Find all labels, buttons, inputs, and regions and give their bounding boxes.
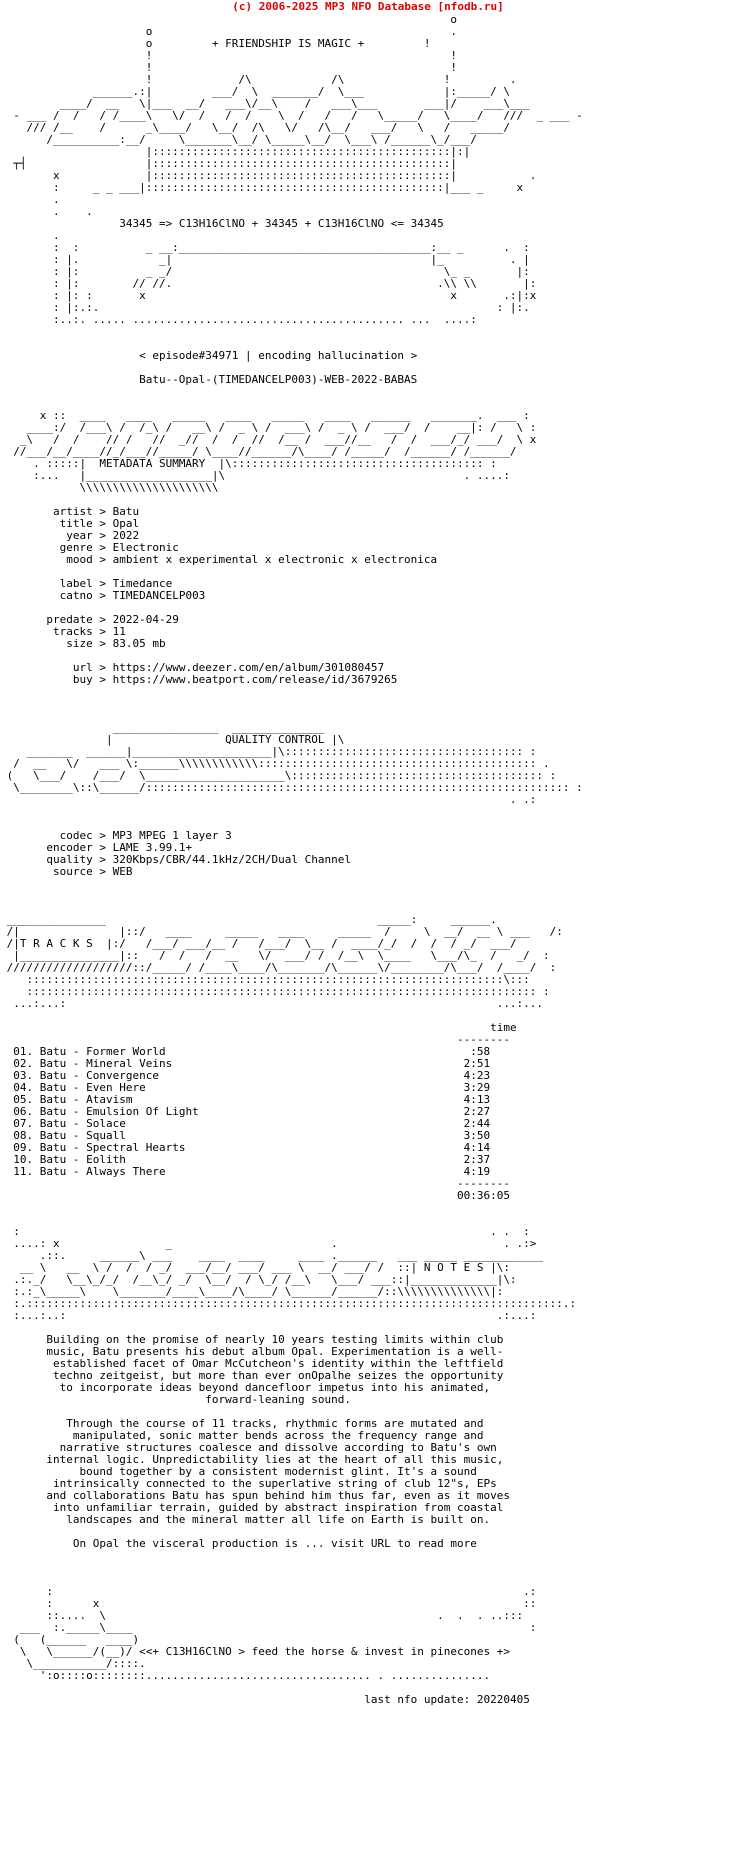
track-time: :58 [470, 1045, 491, 1058]
quality-codec: MP3 MPEG 1 layer 3 [112, 829, 232, 842]
track-num: 11. [13, 1165, 34, 1178]
notes-line: Through the course of 11 tracks, rhythmic forms are mutated and [0, 1417, 484, 1430]
notes-line: techno zeitgeist, but more than ever onOpalhe seizes the opportunity [0, 1369, 504, 1382]
copyright-link[interactable]: (c) 2006-2025 MP3 NFO Database [nfodb.ru] [232, 0, 504, 13]
section-notes: N O T E S [417, 1261, 491, 1274]
track-title: Batu - Squall [39, 1129, 126, 1142]
notes-line: On Opal the visceral production is ... visit URL to read more [0, 1537, 477, 1550]
track-num: 06. [13, 1105, 34, 1118]
meta-catno: TIMEDANCELP003 [112, 589, 206, 602]
meta-size: 83.05 mb [112, 637, 166, 650]
meta-predate: 2022-04-29 [112, 613, 179, 626]
notes-line: into unfamiliar terrain, guided by abstract inspiration from coastal [0, 1501, 504, 1514]
section-tracks: T R A C K S [19, 937, 93, 950]
meta-year: 2022 [112, 529, 140, 542]
meta-title: Opal [112, 517, 140, 530]
quality-encoder: LAME 3.99.1+ [112, 841, 193, 854]
track-time: 4:14 [463, 1141, 491, 1154]
meta-genre: Electronic [112, 541, 179, 554]
quality-source: WEB [112, 865, 133, 878]
track-time: 4:23 [463, 1069, 491, 1082]
track-num: 04. [13, 1081, 34, 1094]
notes-line: forward-leaning sound. [0, 1393, 351, 1406]
time-header: time [490, 1021, 517, 1034]
notes-line: narrative structures coalesce and dissolve according to Batu's own [0, 1441, 497, 1454]
track-title: Batu - Eolith [39, 1153, 126, 1166]
meta-artist: Batu [112, 505, 140, 518]
cursor-glyph: ┬┤ [13, 157, 27, 170]
track-title: Batu - Even Here [39, 1081, 146, 1094]
track-title: Batu - Former World [39, 1045, 166, 1058]
meta-mood: ambient x experimental x electronic x electronica [112, 553, 438, 566]
track-time: 2:51 [463, 1057, 491, 1070]
track-time: 2:44 [463, 1117, 491, 1130]
track-num: 02. [13, 1057, 34, 1070]
notes-line: Building on the promise of nearly 10 years testing limits within club [0, 1333, 504, 1346]
track-time: 2:37 [463, 1153, 491, 1166]
track-title: Batu - Convergence [39, 1069, 159, 1082]
formula: 34345 => C13H16ClNO + 34345 + C13H16ClNO <= 34345 [119, 217, 444, 230]
last-update: last nfo update: 20220405 [364, 1693, 530, 1706]
track-num: 10. [13, 1153, 34, 1166]
track-num: 07. [13, 1117, 34, 1130]
track-time: 3:50 [463, 1129, 491, 1142]
release-name: Batu--Opal-(TIMEDANCELP003)-WEB-2022-BABAS [0, 373, 418, 386]
nfo-text: o o . o + FRIENDSHIP IS MAGIC + ! ! ! ! ! ! /\ /\ ! . ______.:| ___/ \ _______/ \___ |:_____/ \ ____/ __ \|___ __/ ___\/__\ / ___\___ ___|/ ___\___ - ___ / / / /____\ \/ / / / \ / / / \_____/ \____/ /// _ ___ - /// /__ / _\____/ \__/ /\ \/ /\__/ ___/ \ / _____/ /__________:__/ \_______\__/ \_____\__/ \___\ /______\_/___/ |:::::::::::::::::::::::::::::::::::::::::::::|:| ┬┤ |:::::::::::::::::::::::::::::::::::::::::::::| x |:::::::::::::::::::::::::::::::::::::::::::::| . : _ _ ___|:::::::::::::::::::::::::::::::::::::::::::::|___ _ x . . . 34345 => C13H16ClNO + 34345 + C13H16ClNO <= 34345 . : : _ __:______________________________________:__ _ . : : |. _| |_ . | : |: _ _/ \_ _ |: : |: // //. .\\ \\ |: : |: : x x .:|:x : |:.:. : |:. :..:. ..... ......................................... ... ....: < episode#34971 | encoding hallucination > Batu--Opal-(TIMEDANCELP003)-WEB-2022-BABAS x :: ____ ____ _____ ____ _____ ____ ______ _______. ___ : ____:/ /___\ / /_\ / __\ / _ \ / ___\ / _ \ / ___/ / __|: / \ : _\ / / // / // _// / / // /__ / ___//__ / / ___/_/ ___/ \ x //___/__/____//_/___//_____/ \____//______/\____/ /_____/ /______/ /______/ . :::::| METADATA SUMMARY |\:::::::::::::::::::::::::::::::::::::: : :... |___________________|\ . ....: \\\\\\\\\\\\\\\\\\\\\ artist > Batu title > Opal year > 2022 genre > Electronic mood > ambient x experimental x electronic x electronica label > Timedance catno > TIMEDANCELP003 predate > 2022-04-29 tracks > 11 size > 83.05 mb url > https://www.deezer.com/en/album/301080457 buy > https://www.beatport.com/release/id/3679265 ________________ ______________ | QUALITY CONTROL |\ _______ ______|_____________________|\:::::::::::::::::::::::::::::::::::: : / __ \/ ___ \:______\\\\\\\\\\\\:::::::::::::::::::::::::::::::::::::::::: . ( \___/ /___/ \_____________________\:::::::::::::::::::::::::::::::::::::: : \________\::\______/:::::::::::::::::::::::::::::::::::::::::::::::::::::::::::::::: : . .: codec > MP3 MPEG 1 layer 3 encoder > LAME 3.99.1+ quality > 320Kbps/CBR/44.1kHz/2CH/Dual Channel source > WEB _______________ _____: ______. /| |::/ ____ _____ ____ _____ / \ __/ __ \ ___ /: /|T R A C K S |:/ /___/ ___/__ / /___/ \__ / ____/_/ / / / _/ ___/ |_______________|:: / / / __ \/ ___/ / /__\ \____ \___/\_ / _/ : ///////////////////::/_____/ /____\____/\_______/\______\/________/\___/ /____/ : ::::::::::::::::::::::::::::::::::::::::::::::::::::::::::::::::::::::::\::: ::::::::::::::::::::::::::::::::::::::::::::::::::::::::::::::::::::::::::::: : ...:...: ...:... time -------- 01. Batu - Former World :58 02. Batu - Mineral Veins 2:51 03. Batu - Convergence 4:23 04. Batu - Even Here 3:29 05. Batu - Atavism 4:13 06. Batu - Emulsion Of Light 2:27 07. Batu - Solace 2:44 08. Batu - Squall 3:50 09. Batu - Spectral Hearts 4:14 10. Batu - Eolith 2:37 11. Batu - Always There 4:19 -------- 00:36:05 : . . : ....: x _ . . .:> .::. ______\ ___ ____ ____ ____ .______ ___ _____ ____________ __ \ __ \ / / / _/ ___/__/ ___/ ___ \ __/ ___/ / ::| N O T E S |\: .:._/ \__\_/_/ /__\_/ _/ \__/ / \_/ /__\ \___/ ___::|_____________|\: :.:_\_____\ \_______/____\____/\____/ \______/______/::\\\\\\\\\\\\\\|: :.:::::::::::::::::::::::::::::::::::::::::::::::::::::::::::::::::::::::::::::::::.: :...:..: .:...: Building on the promise of nearly 10 years testing limits within club music, Batu presents his debut album Opal. Experimentation is a well- established facet of Omar McCutcheon's identity within the leftfield techno zeitgeist, but more than ever onOpalhe seizes the opportunity to incorporate ideas beyond dancefloor impetus into his animated, forward-leaning sound. Through the course of 11 tracks, rhythmic forms are mutated and manipulated, sonic matter bends across the frequency range and narrative structures coalesce and dissolve according to Batu's own internal logic. Unpredictability lies at the heart of all this music, bound together by a consistent modernist glint. It's a sound intrinsically connected to the superlative string of club 12"s, EPs and collaborations Batu has spun behind him thus far, even as it moves into unfamiliar terrain, guided by abstract inspiration from coastal landscapes and the mineral matter all life on Earth is built on. On Opal the visceral production is ... visit URL to read more : .: : x :: ::.... \ . . . ..::: ___ :._____\____ : ( (______ ____) \ \______/(__)/ <<+ C13H16ClNO > feed the horse & invest in pinecones +> \___________/::::. ':o::::o::::::::.................................. . ............... last nfo update: 20220405 [0, 13, 583, 1706]
meta-label: Timedance [112, 577, 173, 590]
meta-buy[interactable]: https://www.beatport.com/release/id/3679265 [112, 673, 398, 686]
track-title: Batu - Mineral Veins [39, 1057, 173, 1070]
meta-tracks: 11 [112, 625, 126, 638]
track-time: 2:27 [463, 1105, 491, 1118]
track-num: 01. [13, 1045, 34, 1058]
track-time: 4:19 [463, 1165, 491, 1178]
footer-motto: <<+ C13H16ClNO > feed the horse & invest in pinecones +> [139, 1645, 510, 1658]
notes-line: to incorporate ideas beyond dancefloor impetus into his animated, [0, 1381, 491, 1394]
notes-line: established facet of Omar McCutcheon's identity within the leftfield [0, 1357, 504, 1370]
track-title: Batu - Solace [39, 1117, 126, 1130]
notes-line: and collaborations Batu has spun behind him thus far, even as it moves [0, 1489, 510, 1502]
track-title: Batu - Emulsion Of Light [39, 1105, 199, 1118]
notes-line: manipulated, sonic matter bends across the frequency range and [0, 1429, 484, 1442]
notes-line: internal logic. Unpredictability lies at the heart of all this music, [0, 1453, 504, 1466]
episode-line: < episode#34971 | encoding hallucination > [0, 349, 418, 362]
track-num: 09. [13, 1141, 34, 1154]
track-num: 05. [13, 1093, 34, 1106]
notes-line: bound together by a consistent modernist glint. It's a sound [0, 1465, 477, 1478]
notes-line: intrinsically connected to the superlative string of club 12"s, EPs [0, 1477, 497, 1490]
nfodb-header-link[interactable] [0, 0, 736, 14]
section-metadata: METADATA SUMMARY [99, 457, 206, 470]
track-num: 03. [13, 1069, 34, 1082]
track-num: 08. [13, 1129, 34, 1142]
total-time: 00:36:05 [456, 1189, 510, 1202]
track-title: Batu - Always There [39, 1165, 166, 1178]
track-time: 3:29 [463, 1081, 491, 1094]
track-title: Batu - Spectral Hearts [39, 1141, 186, 1154]
notes-line: music, Batu presents his debut album Opal. Experimentation is a well- [0, 1345, 504, 1358]
meta-url[interactable]: https://www.deezer.com/en/album/301080457 [112, 661, 385, 674]
section-quality: QUALITY CONTROL [225, 733, 325, 746]
notes-line: landscapes and the mineral matter all life on Earth is built on. [0, 1513, 491, 1526]
track-title: Batu - Atavism [39, 1093, 133, 1106]
quality-quality: 320Kbps/CBR/44.1kHz/2CH/Dual Channel [112, 853, 352, 866]
track-time: 4:13 [463, 1093, 491, 1106]
slogan: + FRIENDSHIP IS MAGIC + [211, 37, 365, 50]
